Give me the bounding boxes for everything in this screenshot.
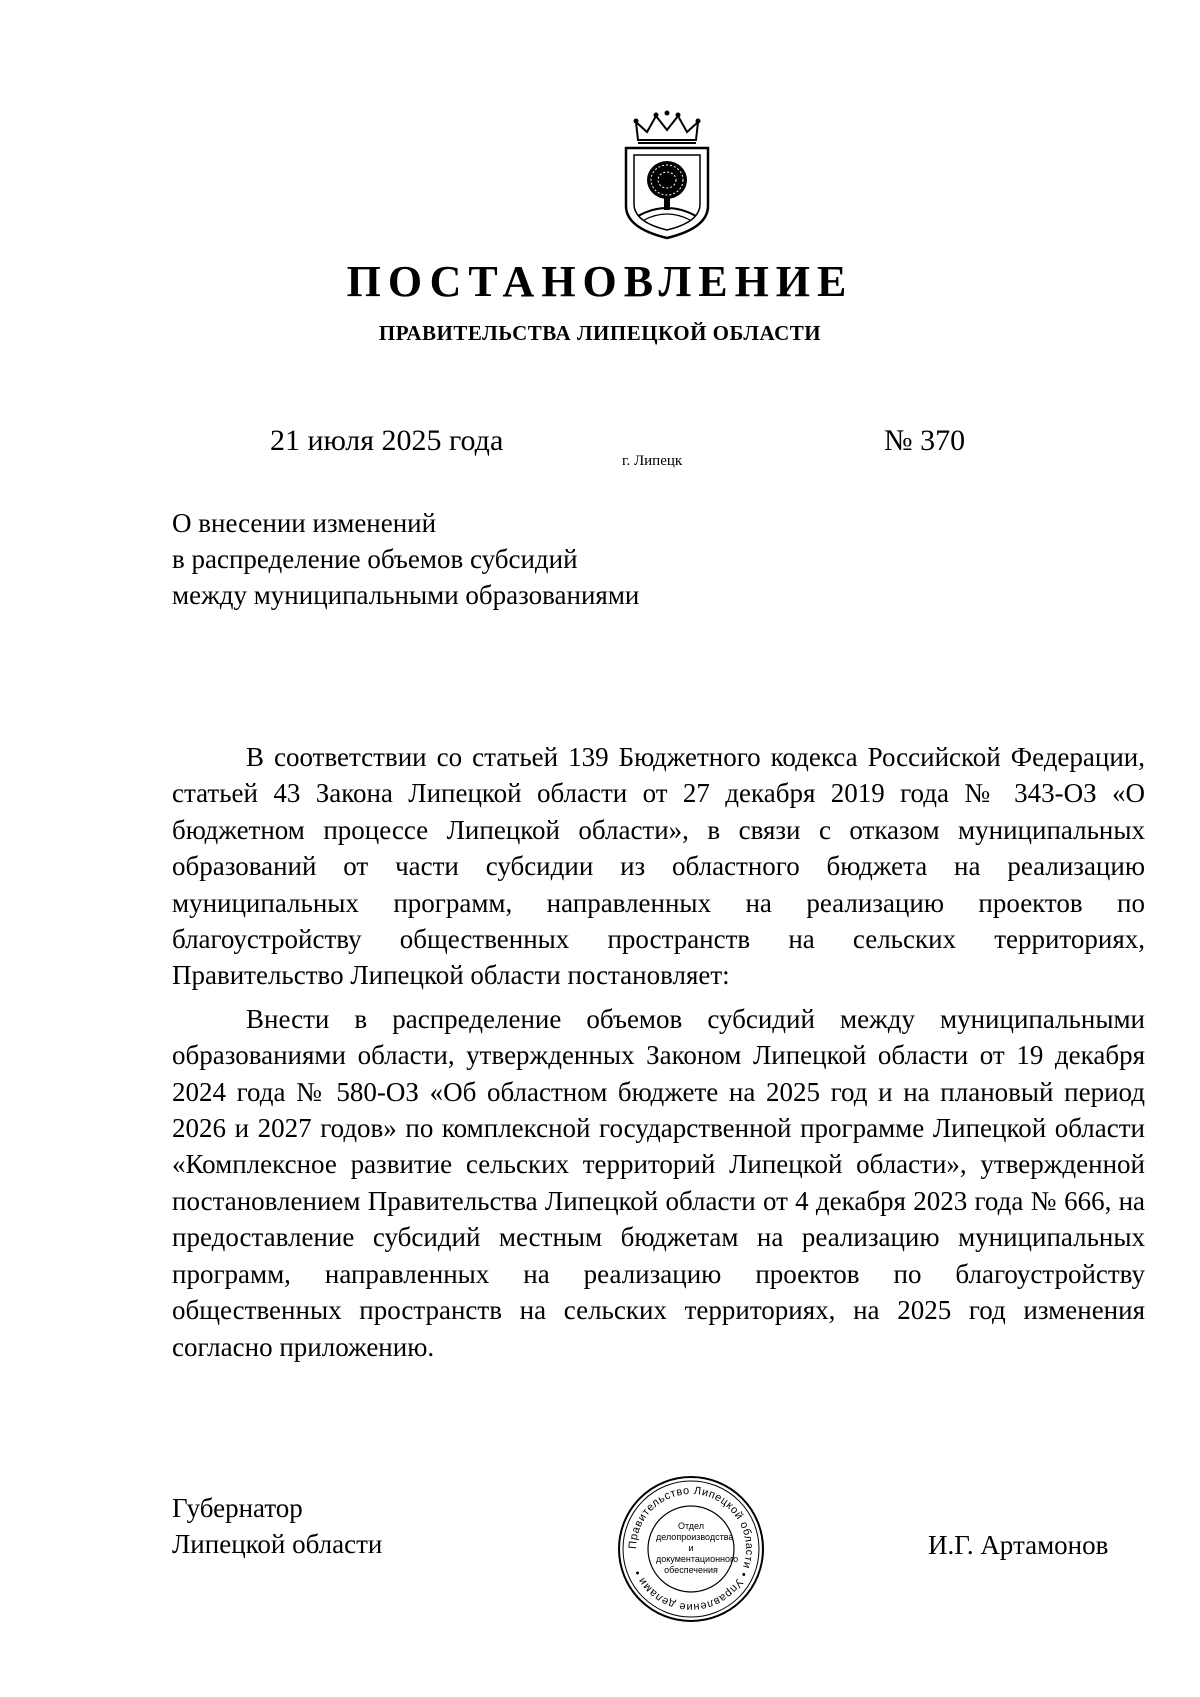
- stamp-line: документационного: [656, 1554, 739, 1564]
- signatory-name: И.Г. Артамонов: [928, 1530, 1109, 1560]
- subject-line: между муниципальными образованиями: [172, 580, 640, 610]
- subject-line: О внесении изменений: [172, 508, 437, 538]
- body-paragraph: Внести в распределение объемов субсидий между муниципальными образованиями области, утвержденных Законом Липецкой области от 19 декабря 2024 года № 580-ОЗ «Об областном бюджете на 2025 год и на плановый период 2026 и 2027 годов» по комплексной государственной программе Липецкой области «Комплексное развитие сельских территорий Липецкой области», утвержденной постановлением Правительства Липецкой области от 4 декабря 2023 года № 666, на предоставление субсидий местным бюджетам на реализацию муниципальных программ, направленных на реализацию проектов по благоустройству общественных пространств на сельских территориях, на 2025 год изменения согласно приложению.: [172, 1003, 1145, 1362]
- stamp-line: Отдел: [677, 1521, 705, 1531]
- stamp-line: делопроизводства и: [656, 1532, 734, 1553]
- document-subject: [172, 505, 639, 613]
- coat-of-arms-icon: [614, 110, 720, 240]
- official-stamp: [616, 1474, 766, 1624]
- document-city: г. Липецк: [622, 453, 683, 469]
- document-subtitle: ПРАВИТЕЛЬСТВА ЛИПЕЦКОЙ ОБЛАСТИ: [378, 321, 822, 345]
- document-title: ПОСТАНОВЛЕНИЕ: [346, 257, 854, 306]
- document-date: 21 июля 2025 года: [270, 424, 504, 457]
- signatory-position: [172, 1490, 382, 1562]
- body-paragraph: В соответствии со статьей 139 Бюджетного кодекса Российской Федерации, статьей 43 Закона Липецкой области от 27 декабря 2019 года № 343-ОЗ «О бюджетном процессе Липецкой области», в связи с отказом муниципальных образований от части субсидии из областного бюджета на реализацию муниципальных программ, направленных на реализацию проектов по благоустройству общественных пространств на сельских территориях, Правительство Липецкой области постановляет:: [172, 742, 1145, 991]
- document-number: № 370: [884, 424, 966, 457]
- stamp-center-text: [656, 1521, 739, 1576]
- subject-line: в распределение объемов субсидий: [172, 544, 578, 574]
- stamp-line: обеспечения: [664, 1565, 718, 1575]
- document-body: [172, 739, 1145, 1365]
- signatory-position-line: Губернатор: [172, 1493, 303, 1523]
- signatory-position-line: Липецкой области: [172, 1529, 383, 1559]
- stamp-ring-text: Правительство Липецкой области • Управление делами •: [626, 1484, 756, 1614]
